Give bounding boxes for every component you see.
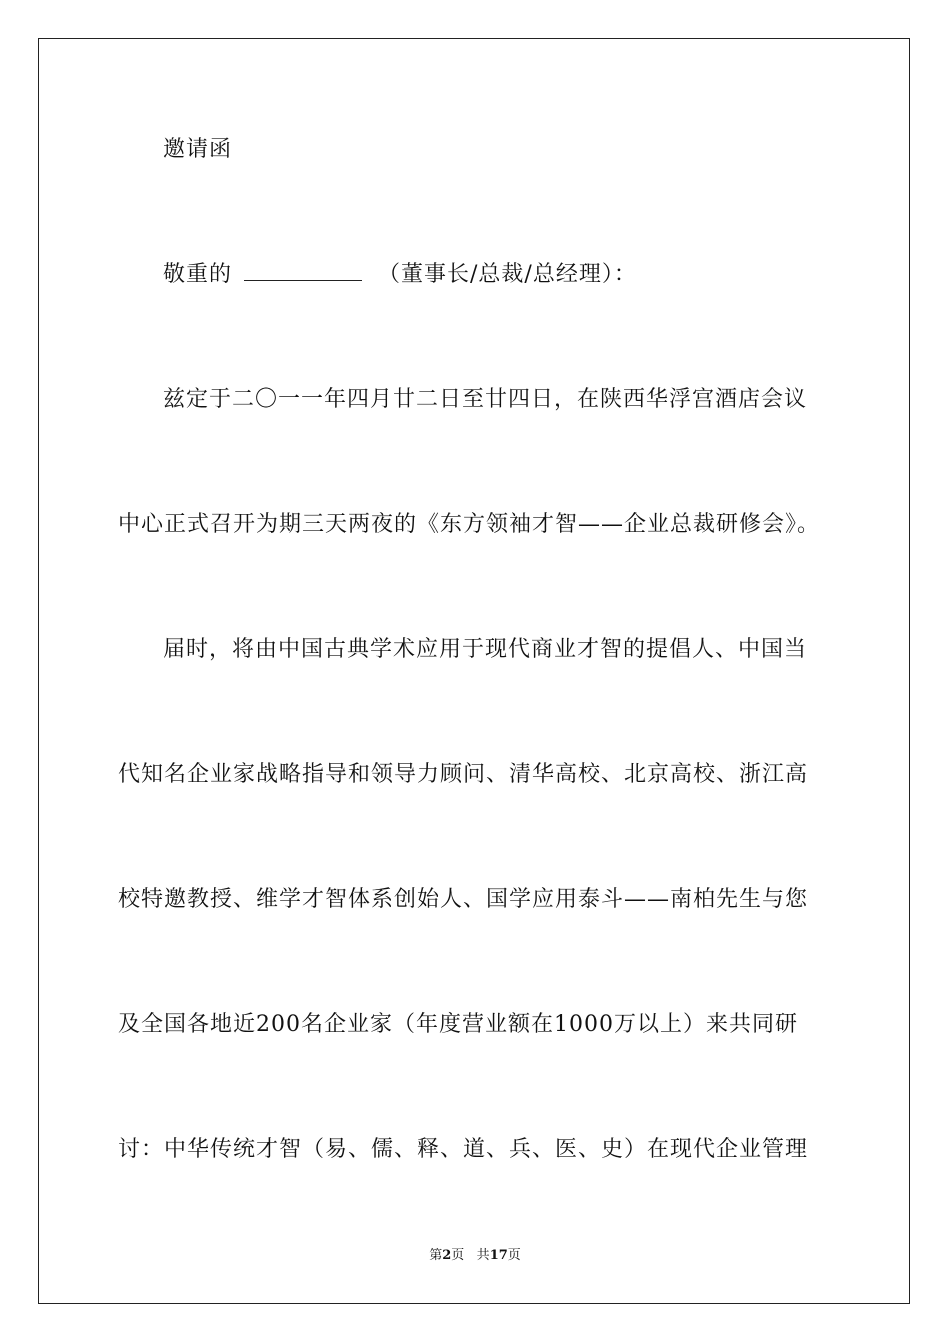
page-border: [38, 38, 910, 1304]
body-line-1: 兹定于二〇一一年四月廿二日至廿四日，在陕西华浮宫酒店会议: [163, 387, 808, 412]
letter-title: 邀请函: [163, 137, 233, 162]
body-line-5: 校特邀教授、维学才智体系创始人、国学应用泰斗——南柏先生与您: [118, 887, 809, 912]
recipient-name-blank: [244, 262, 362, 281]
body-line-6: 及全国各地近200名企业家（年度营业额在1000万以上）来共同研: [118, 1012, 798, 1037]
body-line-7: 讨：中华传统才智（易、儒、释、道、兵、医、史）在现代企业管理: [118, 1137, 809, 1162]
body-line-3: 届时，将由中国古典学术应用于现代商业才智的提倡人、中国当: [163, 637, 808, 662]
page-prefix: 第: [429, 1248, 443, 1263]
salutation-prefix: 敬重的: [163, 262, 233, 287]
body-line-2: 中心正式召开为期三天两夜的《东方领袖才智——企业总裁研修会》。: [118, 512, 821, 537]
total-prefix: 共: [476, 1248, 490, 1263]
total-suffix: 页: [507, 1248, 521, 1263]
page-suffix: 页: [451, 1248, 465, 1263]
total-pages: 17: [489, 1248, 508, 1263]
salutation-suffix: （董事长/总裁/总经理）：: [378, 262, 637, 287]
salutation: [163, 260, 883, 290]
body-line-4: 代知名企业家战略指导和领导力顾问、清华高校、北京高校、浙江高: [118, 762, 809, 787]
page-number: 2: [442, 1248, 452, 1263]
page-footer: [0, 1247, 950, 1265]
